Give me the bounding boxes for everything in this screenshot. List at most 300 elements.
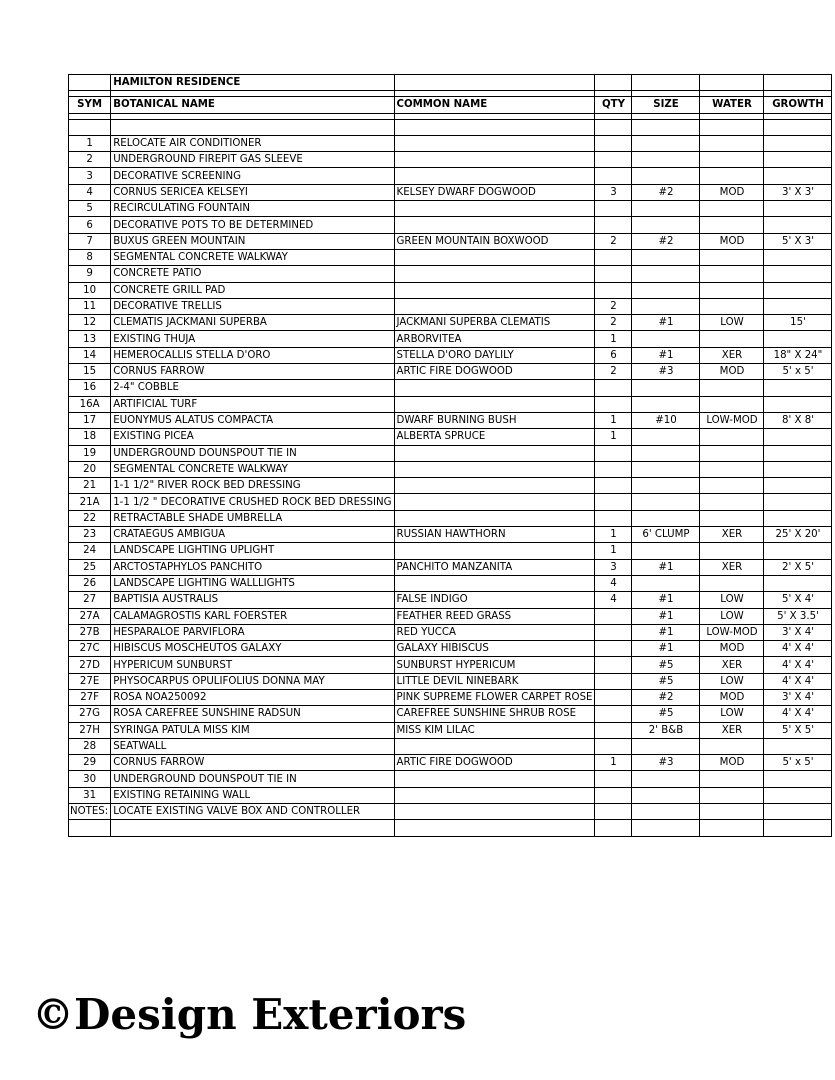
cell-water: XER bbox=[700, 347, 764, 363]
cell-common: JACKMANI SUPERBA CLEMATIS bbox=[394, 315, 595, 331]
table-row bbox=[69, 429, 832, 445]
cell-water bbox=[700, 510, 764, 526]
cell-size: #1 bbox=[632, 559, 700, 575]
cell-common bbox=[394, 217, 595, 233]
cell-qty bbox=[595, 787, 632, 803]
cell-botanical: HEMEROCALLIS STELLA D'ORO bbox=[111, 347, 394, 363]
table-row bbox=[69, 412, 832, 428]
cell-qty: 6 bbox=[595, 347, 632, 363]
table-row bbox=[69, 396, 832, 412]
cell-common bbox=[394, 135, 595, 151]
cell-botanical: RETRACTABLE SHADE UMBRELLA bbox=[111, 510, 394, 526]
table-row bbox=[69, 478, 832, 494]
cell-botanical: DECORATIVE SCREENING bbox=[111, 168, 394, 184]
table-row bbox=[69, 331, 832, 347]
cell-growth bbox=[764, 543, 832, 559]
cell-qty bbox=[595, 380, 632, 396]
cell-common: ARBORVITEA bbox=[394, 331, 595, 347]
cell-water: LOW-MOD bbox=[700, 412, 764, 428]
cell-size: #3 bbox=[632, 755, 700, 771]
cell-common: FEATHER REED GRASS bbox=[394, 608, 595, 624]
cell-size bbox=[632, 380, 700, 396]
cell-growth bbox=[764, 575, 832, 591]
cell-botanical: EXISTING RETAINING WALL bbox=[111, 787, 394, 803]
table-row bbox=[69, 787, 832, 803]
cell-water bbox=[700, 249, 764, 265]
cell-qty: 4 bbox=[595, 575, 632, 591]
cell-growth: 8' X 8' bbox=[764, 412, 832, 428]
notes-text: LOCATE EXISTING VALVE BOX AND CONTROLLER bbox=[111, 804, 394, 820]
cell-water bbox=[700, 429, 764, 445]
cell-growth: 4' X 4' bbox=[764, 673, 832, 689]
cell-water: MOD bbox=[700, 641, 764, 657]
cell-qty bbox=[595, 249, 632, 265]
cell-size: #2 bbox=[632, 184, 700, 200]
cell-qty bbox=[595, 706, 632, 722]
table-row bbox=[69, 152, 832, 168]
cell-sym: 27 bbox=[69, 592, 111, 608]
cell-common: CAREFREE SUNSHINE SHRUB ROSE bbox=[394, 706, 595, 722]
cell-size: #1 bbox=[632, 624, 700, 640]
cell-water: LOW bbox=[700, 592, 764, 608]
cell-botanical: HESPARALOE PARVIFLORA bbox=[111, 624, 394, 640]
cell-common bbox=[394, 510, 595, 526]
table-row bbox=[69, 347, 832, 363]
cell-size: #5 bbox=[632, 657, 700, 673]
cell-water: LOW bbox=[700, 673, 764, 689]
cell-common: RUSSIAN HAWTHORN bbox=[394, 527, 595, 543]
cell-growth bbox=[764, 429, 832, 445]
table-row bbox=[69, 445, 832, 461]
cell-size bbox=[632, 575, 700, 591]
cell-size bbox=[632, 738, 700, 754]
cell-sym: 2 bbox=[69, 152, 111, 168]
cell-qty bbox=[595, 624, 632, 640]
cell-botanical: 2-4" COBBLE bbox=[111, 380, 394, 396]
cell-size: #1 bbox=[632, 315, 700, 331]
cell-size: #10 bbox=[632, 412, 700, 428]
cell-sym: 18 bbox=[69, 429, 111, 445]
cell-qty bbox=[595, 689, 632, 705]
cell-size bbox=[632, 445, 700, 461]
table-row bbox=[69, 249, 832, 265]
cell-sym: 27G bbox=[69, 706, 111, 722]
cell-sym: 13 bbox=[69, 331, 111, 347]
cell-qty bbox=[595, 510, 632, 526]
cell-water bbox=[700, 135, 764, 151]
table-row bbox=[69, 494, 832, 510]
cell-growth: 4' X 4' bbox=[764, 706, 832, 722]
cell-growth: 3' X 4' bbox=[764, 689, 832, 705]
col-header-botanical: BOTANICAL NAME bbox=[111, 97, 394, 113]
cell-botanical: CRATAEGUS AMBIGUA bbox=[111, 527, 394, 543]
cell-qty bbox=[595, 152, 632, 168]
cell-qty bbox=[595, 641, 632, 657]
col-header-qty: QTY bbox=[595, 97, 632, 113]
cell-botanical: UNDERGROUND FIREPIT GAS SLEEVE bbox=[111, 152, 394, 168]
cell-botanical: UNDERGROUND DOUNSPOUT TIE IN bbox=[111, 771, 394, 787]
cell-water bbox=[700, 152, 764, 168]
cell-water bbox=[700, 575, 764, 591]
cell-growth bbox=[764, 461, 832, 477]
cell-botanical: SEGMENTAL CONCRETE WALKWAY bbox=[111, 461, 394, 477]
table-row bbox=[69, 298, 832, 314]
cell-growth: 5' X 5' bbox=[764, 722, 832, 738]
cell-water: LOW-MOD bbox=[700, 624, 764, 640]
cell-botanical: SEATWALL bbox=[111, 738, 394, 754]
cell-qty bbox=[595, 445, 632, 461]
cell-botanical: LANDSCAPE LIGHTING UPLIGHT bbox=[111, 543, 394, 559]
col-header-size: SIZE bbox=[632, 97, 700, 113]
cell-common bbox=[394, 168, 595, 184]
cell-water bbox=[700, 494, 764, 510]
cell-botanical: ARCTOSTAPHYLOS PANCHITO bbox=[111, 559, 394, 575]
col-header-common: COMMON NAME bbox=[394, 97, 595, 113]
cell-water bbox=[700, 298, 764, 314]
cell-common: FALSE INDIGO bbox=[394, 592, 595, 608]
cell-botanical: RECIRCULATING FOUNTAIN bbox=[111, 201, 394, 217]
cell-sym: 20 bbox=[69, 461, 111, 477]
cell-growth: 3' X 4' bbox=[764, 624, 832, 640]
cell-growth: 5' X 3' bbox=[764, 233, 832, 249]
cell-size bbox=[632, 543, 700, 559]
cell-botanical: CORNUS SERICEA KELSEYI bbox=[111, 184, 394, 200]
cell-common bbox=[394, 543, 595, 559]
cell-qty bbox=[595, 673, 632, 689]
table-row bbox=[69, 217, 832, 233]
cell-water bbox=[700, 266, 764, 282]
table-row bbox=[69, 233, 832, 249]
cell-size bbox=[632, 331, 700, 347]
cell-size bbox=[632, 298, 700, 314]
table-row bbox=[69, 722, 832, 738]
cell-common: MISS KIM LILAC bbox=[394, 722, 595, 738]
cell-growth bbox=[764, 380, 832, 396]
cell-common: ARTIC FIRE DOGWOOD bbox=[394, 364, 595, 380]
cell-sym: 17 bbox=[69, 412, 111, 428]
table-row bbox=[69, 657, 832, 673]
cell-growth: 18" X 24" bbox=[764, 347, 832, 363]
cell-water: LOW bbox=[700, 706, 764, 722]
table-row bbox=[69, 135, 832, 151]
schedule-body bbox=[69, 75, 832, 837]
cell-size bbox=[632, 282, 700, 298]
cell-botanical: CONCRETE GRILL PAD bbox=[111, 282, 394, 298]
cell-water bbox=[700, 168, 764, 184]
cell-size: 6' CLUMP bbox=[632, 527, 700, 543]
cell-botanical: CALAMAGROSTIS KARL FOERSTER bbox=[111, 608, 394, 624]
cell-botanical: CLEMATIS JACKMANI SUPERBA bbox=[111, 315, 394, 331]
cell-water bbox=[700, 282, 764, 298]
table-row bbox=[69, 184, 832, 200]
table-row bbox=[69, 510, 832, 526]
cell-growth bbox=[764, 478, 832, 494]
cell-common bbox=[394, 396, 595, 412]
cell-water bbox=[700, 396, 764, 412]
cell-size: #5 bbox=[632, 706, 700, 722]
cell-sym: 1 bbox=[69, 135, 111, 151]
cell-water bbox=[700, 461, 764, 477]
table-row bbox=[69, 282, 832, 298]
cell-common bbox=[394, 152, 595, 168]
cell-sym: 27E bbox=[69, 673, 111, 689]
table-row bbox=[69, 738, 832, 754]
cell-sym: 27H bbox=[69, 722, 111, 738]
cell-qty bbox=[595, 771, 632, 787]
table-row bbox=[69, 706, 832, 722]
table-row bbox=[69, 689, 832, 705]
cell-qty: 1 bbox=[595, 527, 632, 543]
cell-common bbox=[394, 478, 595, 494]
cell-sym: 7 bbox=[69, 233, 111, 249]
cell-botanical: ARTIFICIAL TURF bbox=[111, 396, 394, 412]
cell-growth bbox=[764, 445, 832, 461]
cell-size bbox=[632, 494, 700, 510]
cell-water bbox=[700, 331, 764, 347]
cell-qty bbox=[595, 608, 632, 624]
cell-sym: 27D bbox=[69, 657, 111, 673]
cell-growth bbox=[764, 217, 832, 233]
cell-botanical: DECORATIVE TRELLIS bbox=[111, 298, 394, 314]
table-row bbox=[69, 461, 832, 477]
cell-water bbox=[700, 738, 764, 754]
plant-schedule-table bbox=[68, 74, 832, 837]
cell-qty: 3 bbox=[595, 559, 632, 575]
cell-qty bbox=[595, 396, 632, 412]
cell-growth bbox=[764, 510, 832, 526]
cell-sym: 6 bbox=[69, 217, 111, 233]
cell-size bbox=[632, 249, 700, 265]
cell-sym: 16A bbox=[69, 396, 111, 412]
cell-sym: 27B bbox=[69, 624, 111, 640]
cell-size bbox=[632, 135, 700, 151]
cell-sym: 29 bbox=[69, 755, 111, 771]
cell-qty: 2 bbox=[595, 364, 632, 380]
cell-water: XER bbox=[700, 527, 764, 543]
cell-sym: 19 bbox=[69, 445, 111, 461]
cell-botanical: 1-1 1/2 " DECORATIVE CRUSHED ROCK BED DRESSING bbox=[111, 494, 394, 510]
notes-row bbox=[69, 804, 832, 820]
cell-common: STELLA D'ORO DAYLILY bbox=[394, 347, 595, 363]
cell-water bbox=[700, 445, 764, 461]
cell-size: #2 bbox=[632, 233, 700, 249]
cell-sym: 8 bbox=[69, 249, 111, 265]
cell-size: #2 bbox=[632, 689, 700, 705]
table-row bbox=[69, 201, 832, 217]
cell-botanical: PHYSOCARPUS OPULIFOLIUS DONNA MAY bbox=[111, 673, 394, 689]
cell-botanical: SYRINGA PATULA MISS KIM bbox=[111, 722, 394, 738]
cell-sym: 15 bbox=[69, 364, 111, 380]
cell-sym: 14 bbox=[69, 347, 111, 363]
table-row bbox=[69, 380, 832, 396]
cell-growth bbox=[764, 787, 832, 803]
cell-size bbox=[632, 201, 700, 217]
table-row bbox=[69, 592, 832, 608]
cell-water: LOW bbox=[700, 608, 764, 624]
cell-size bbox=[632, 461, 700, 477]
cell-growth bbox=[764, 168, 832, 184]
cell-qty bbox=[595, 478, 632, 494]
table-row bbox=[69, 755, 832, 771]
cell-growth bbox=[764, 494, 832, 510]
cell-sym: 24 bbox=[69, 543, 111, 559]
cell-qty bbox=[595, 168, 632, 184]
table-row bbox=[69, 543, 832, 559]
cell-sym: 10 bbox=[69, 282, 111, 298]
cell-size bbox=[632, 266, 700, 282]
cell-water: MOD bbox=[700, 689, 764, 705]
cell-qty bbox=[595, 266, 632, 282]
table-row bbox=[69, 608, 832, 624]
cell-water: MOD bbox=[700, 364, 764, 380]
cell-common: GALAXY HIBISCUS bbox=[394, 641, 595, 657]
cell-botanical: ROSA NOA250092 bbox=[111, 689, 394, 705]
cell-water bbox=[700, 380, 764, 396]
cell-qty bbox=[595, 282, 632, 298]
cell-growth: 5' x 5' bbox=[764, 755, 832, 771]
cell-size bbox=[632, 217, 700, 233]
cell-botanical: 1-1 1/2" RIVER ROCK BED DRESSING bbox=[111, 478, 394, 494]
cell-size: 2' B&B bbox=[632, 722, 700, 738]
cell-water bbox=[700, 771, 764, 787]
cell-common bbox=[394, 738, 595, 754]
cell-botanical: EXISTING THUJA bbox=[111, 331, 394, 347]
cell-growth bbox=[764, 738, 832, 754]
cell-sym: 5 bbox=[69, 201, 111, 217]
cell-common: ARTIC FIRE DOGWOOD bbox=[394, 755, 595, 771]
cell-qty: 3 bbox=[595, 184, 632, 200]
cell-sym: 30 bbox=[69, 771, 111, 787]
cell-qty bbox=[595, 722, 632, 738]
cell-qty bbox=[595, 217, 632, 233]
cell-botanical: EUONYMUS ALATUS COMPACTA bbox=[111, 412, 394, 428]
notes-label: NOTES: bbox=[69, 804, 111, 820]
cell-qty: 1 bbox=[595, 543, 632, 559]
cell-growth bbox=[764, 298, 832, 314]
cell-sym: 9 bbox=[69, 266, 111, 282]
cell-botanical: HIBISCUS MOSCHEUTOS GALAXY bbox=[111, 641, 394, 657]
table-row bbox=[69, 641, 832, 657]
cell-botanical: ROSA CAREFREE SUNSHINE RADSUN bbox=[111, 706, 394, 722]
cell-botanical: DECORATIVE POTS TO BE DETERMINED bbox=[111, 217, 394, 233]
cell-qty bbox=[595, 201, 632, 217]
cell-botanical: CONCRETE PATIO bbox=[111, 266, 394, 282]
cell-sym: 27C bbox=[69, 641, 111, 657]
cell-qty: 2 bbox=[595, 233, 632, 249]
cell-botanical: BAPTISIA AUSTRALIS bbox=[111, 592, 394, 608]
cell-growth: 5' X 4' bbox=[764, 592, 832, 608]
cell-common bbox=[394, 282, 595, 298]
table-row bbox=[69, 771, 832, 787]
cell-sym: 3 bbox=[69, 168, 111, 184]
cell-growth bbox=[764, 201, 832, 217]
table-row bbox=[69, 673, 832, 689]
cell-water bbox=[700, 217, 764, 233]
cell-size bbox=[632, 396, 700, 412]
cell-common: ALBERTA SPRUCE bbox=[394, 429, 595, 445]
cell-growth: 15' bbox=[764, 315, 832, 331]
cell-growth bbox=[764, 331, 832, 347]
cell-common bbox=[394, 380, 595, 396]
cell-common: LITTLE DEVIL NINEBARK bbox=[394, 673, 595, 689]
cell-growth bbox=[764, 152, 832, 168]
table-row bbox=[69, 266, 832, 282]
cell-botanical: RELOCATE AIR CONDITIONER bbox=[111, 135, 394, 151]
table-row bbox=[69, 527, 832, 543]
cell-common bbox=[394, 787, 595, 803]
cell-sym: 21A bbox=[69, 494, 111, 510]
cell-common: PINK SUPREME FLOWER CARPET ROSE bbox=[394, 689, 595, 705]
cell-common: PANCHITO MANZANITA bbox=[394, 559, 595, 575]
project-title: HAMILTON RESIDENCE bbox=[111, 75, 394, 91]
cell-botanical: BUXUS GREEN MOUNTAIN bbox=[111, 233, 394, 249]
cell-growth bbox=[764, 135, 832, 151]
cell-common bbox=[394, 249, 595, 265]
title-row bbox=[69, 75, 832, 91]
cell-sym: 21 bbox=[69, 478, 111, 494]
cell-water bbox=[700, 201, 764, 217]
cell-water: XER bbox=[700, 657, 764, 673]
cell-common: RED YUCCA bbox=[394, 624, 595, 640]
cell-common bbox=[394, 771, 595, 787]
table-row bbox=[69, 364, 832, 380]
cell-growth bbox=[764, 282, 832, 298]
cell-sym: 16 bbox=[69, 380, 111, 396]
cell-sym: 28 bbox=[69, 738, 111, 754]
cell-sym: 26 bbox=[69, 575, 111, 591]
cell-common bbox=[394, 266, 595, 282]
cell-growth: 4' X 4' bbox=[764, 657, 832, 673]
blank-row bbox=[69, 820, 832, 836]
cell-size bbox=[632, 787, 700, 803]
cell-water: LOW bbox=[700, 315, 764, 331]
cell-size bbox=[632, 510, 700, 526]
cell-qty: 1 bbox=[595, 755, 632, 771]
cell-size: #1 bbox=[632, 347, 700, 363]
cell-qty bbox=[595, 657, 632, 673]
cell-sym: 11 bbox=[69, 298, 111, 314]
cell-sym: 27F bbox=[69, 689, 111, 705]
cell-botanical: HYPERICUM SUNBURST bbox=[111, 657, 394, 673]
cell-qty bbox=[595, 738, 632, 754]
cell-growth bbox=[764, 396, 832, 412]
table-row bbox=[69, 624, 832, 640]
cell-sym: 22 bbox=[69, 510, 111, 526]
cell-size bbox=[632, 168, 700, 184]
cell-growth: 5' X 3.5' bbox=[764, 608, 832, 624]
copyright-mark: ©Design Exteriors bbox=[32, 990, 467, 1039]
cell-qty: 4 bbox=[595, 592, 632, 608]
cell-water bbox=[700, 787, 764, 803]
cell-water bbox=[700, 478, 764, 494]
cell-growth: 2' X 5' bbox=[764, 559, 832, 575]
cell-water bbox=[700, 543, 764, 559]
cell-qty: 1 bbox=[595, 331, 632, 347]
cell-common bbox=[394, 494, 595, 510]
table-row bbox=[69, 168, 832, 184]
cell-common bbox=[394, 461, 595, 477]
cell-botanical: EXISTING PICEA bbox=[111, 429, 394, 445]
cell-botanical: CORNUS FARROW bbox=[111, 755, 394, 771]
cell-common bbox=[394, 298, 595, 314]
table-row bbox=[69, 575, 832, 591]
cell-qty bbox=[595, 461, 632, 477]
cell-common: KELSEY DWARF DOGWOOD bbox=[394, 184, 595, 200]
cell-water: XER bbox=[700, 722, 764, 738]
cell-water: MOD bbox=[700, 184, 764, 200]
col-header-sym: SYM bbox=[69, 97, 111, 113]
blank-row bbox=[69, 119, 832, 135]
